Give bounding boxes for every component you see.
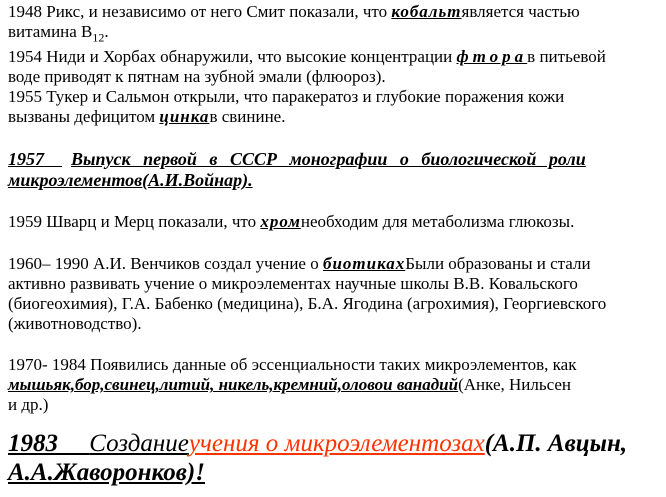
- text-1955-a: 1955 Тукер и Сальмон открыли, что паракератоз и глубокие поражения кожи: [8, 87, 565, 107]
- year-1983: 1983: [8, 430, 58, 458]
- heading-1957-text: Выпуск первой в СССР монографии о биологической роли: [71, 149, 586, 170]
- heading-gap: [44, 149, 62, 169]
- heading-1983-highlight: учения о микроэлементозах: [188, 430, 485, 458]
- text-1970-a: 1970- 1984 Появились данные об эссенциальности таких микроэлементов, как: [8, 355, 577, 375]
- paragraph-1970-cont2: [8, 395, 666, 415]
- paragraph-1948-cont: [8, 22, 666, 47]
- spacer: [8, 191, 666, 209]
- element-cobalt: кобальт: [391, 2, 462, 21]
- spacer: [8, 334, 666, 352]
- paragraph-1970: [8, 355, 666, 375]
- heading-1957-author: (А.И.Войнар).: [142, 170, 253, 191]
- heading-1983: [8, 429, 666, 458]
- paragraph-1948: [8, 2, 666, 22]
- paragraph-1960-cont3: [8, 314, 666, 334]
- heading-1983-authors-2: А.А.Жаворонков)!: [8, 459, 205, 487]
- text-1948-c2: .: [104, 22, 109, 41]
- document-page: [8, 2, 666, 487]
- text-1970-b: (Анке, Нильсен: [458, 375, 572, 395]
- paragraph-1954-cont: [8, 67, 666, 87]
- year-1957: 1957: [8, 149, 44, 170]
- paragraph-1955-cont: [8, 107, 666, 127]
- heading-1983-authors: (А.П. Авцын,: [484, 430, 628, 458]
- heading-1983-cont: [8, 458, 666, 487]
- heading-gap: [58, 430, 89, 457]
- element-fluorine: фтора: [456, 47, 528, 67]
- paragraph-1959: [8, 212, 666, 232]
- text-1948-a: 1948 Рикс, и независимо от него Смит показали, что: [8, 2, 392, 21]
- text-1948-b: является частью: [461, 2, 580, 21]
- element-chromium: хром: [260, 212, 301, 232]
- text-1954-a: 1954 Ниди и Хорбах обнаружили, что высокие концентрации: [8, 47, 457, 67]
- text-1954-c: воде приводят к пятнам на зубной эмали (флюороз).: [8, 67, 386, 87]
- spacer: [8, 232, 666, 250]
- subscript-12: 12: [92, 30, 105, 45]
- paragraph-1954: [8, 47, 666, 67]
- element-zinc: цинка: [159, 107, 210, 127]
- text-1960-a: 1960– 1990 А.И. Венчиков создал учение о: [8, 254, 323, 274]
- text-1960-c: активно развивать учение о микроэлементах научные школы В.В. Ковальского: [8, 274, 578, 294]
- paragraph-1970-cont: [8, 375, 666, 395]
- text-1948-c1: витамина В: [8, 22, 93, 41]
- heading-1957-microelements: микроэлементов: [8, 170, 143, 191]
- text-1959-a: 1959 Шварц и Мерц показали, что: [8, 212, 261, 232]
- paragraph-1960: [8, 254, 666, 274]
- paragraph-1960-cont2: [8, 294, 666, 314]
- paragraph-1960-cont1: [8, 274, 666, 294]
- text-1954-b: в питьевой: [527, 47, 606, 67]
- text-1960-d: (биогеохимия), Г.А. Бабенко (медицина), Б.А. Ягодина (агрохимия), Георгиевского: [8, 294, 607, 314]
- paragraph-1955: [8, 87, 666, 107]
- spacer: [8, 127, 666, 145]
- text-1960-e: (животноводство).: [8, 314, 142, 334]
- text-1955-b: вызваны дефицитом: [8, 107, 160, 127]
- text-1959-b: необходим для метаболизма глюкозы.: [300, 212, 575, 232]
- heading-1957: [8, 149, 666, 170]
- text-1970-c: и др.): [8, 395, 49, 415]
- heading-1957-cont: [8, 170, 666, 191]
- text-1955-c: в свинине.: [209, 107, 286, 127]
- element-biotics: биотиках: [322, 254, 406, 274]
- text-1960-b: Были образованы и стали: [405, 254, 591, 274]
- element-list: мышьяк,бор,свинец,литий, никель,кремний,оловои ванадий: [8, 375, 459, 395]
- heading-1983-creation: Создание: [89, 430, 189, 458]
